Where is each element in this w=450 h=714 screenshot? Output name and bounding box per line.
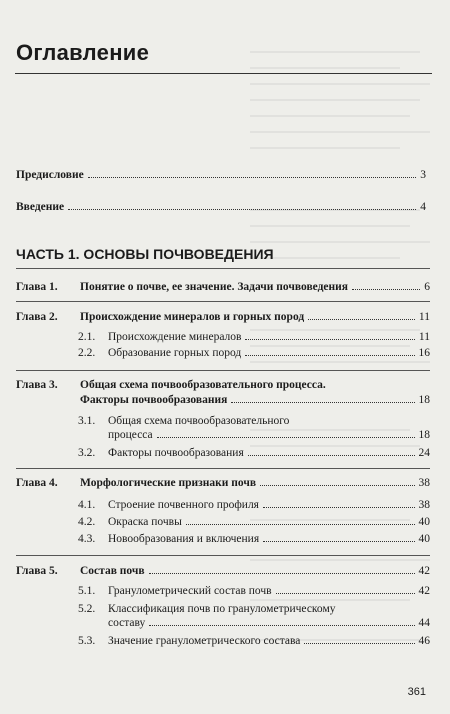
toc-page-number: 42 — [418, 585, 430, 597]
toc-entry-preface[interactable] — [16, 168, 426, 182]
divider — [16, 555, 430, 556]
divider — [16, 301, 430, 302]
dot-leader — [149, 573, 415, 574]
dot-leader — [245, 339, 414, 340]
dot-leader — [186, 524, 415, 525]
dot-leader — [157, 437, 415, 438]
section-title-line2: процесса — [108, 429, 153, 441]
section-number: 2.1. — [78, 331, 96, 343]
chapter-title: Состав почв — [80, 565, 145, 577]
page-number: 361 — [407, 686, 426, 698]
section-title: Строение почвенного профиля — [108, 499, 259, 511]
dot-leader — [276, 593, 415, 594]
divider — [16, 370, 430, 371]
toc-entry-introduction[interactable] — [16, 200, 426, 214]
toc-entry-label: Введение — [16, 201, 65, 213]
page-title: Оглавление — [16, 40, 150, 65]
toc-page-number: 3 — [420, 169, 426, 181]
section-title: Значение гранулометрического состава — [108, 635, 301, 647]
chapter-label: Глава 4. — [16, 477, 58, 489]
chapter-label: Глава 1. — [16, 281, 58, 293]
toc-page-number: 11 — [418, 311, 430, 323]
toc-page-number: 18 — [418, 394, 430, 406]
chapter-title-line2: Факторы почвообразования — [80, 394, 228, 406]
section-title: Классификация почв по гранулометрическому — [108, 603, 336, 615]
chapter-title: Происхождение минералов и горных пород — [80, 311, 305, 323]
chapter-label: Глава 5. — [16, 565, 58, 577]
dot-leader — [263, 541, 414, 542]
section-title: Образование горных пород — [108, 347, 242, 359]
toc-chapter-1[interactable] — [16, 280, 430, 296]
section-title: Гранулометрический состав почв — [108, 585, 272, 597]
toc-chapter-5[interactable] — [16, 564, 430, 580]
toc-page-number: 18 — [418, 429, 430, 441]
dot-leader — [352, 289, 420, 290]
toc-page-number: 24 — [418, 447, 430, 459]
section-number: 4.1. — [78, 499, 96, 511]
section-number: 5.1. — [78, 585, 96, 597]
toc-page-number: 16 — [418, 347, 430, 359]
toc-chapter-3[interactable] — [16, 378, 430, 410]
section-number: 4.3. — [78, 533, 96, 545]
chapter-label: Глава 3. — [16, 379, 58, 391]
section-title: Новообразования и включения — [108, 533, 260, 545]
dot-leader — [88, 177, 417, 178]
section-number: 5.2. — [78, 603, 96, 615]
chapter-title: Понятие о почве, ее значение. Задачи почвоведения — [80, 281, 348, 293]
toc-chapter-2[interactable] — [16, 310, 430, 326]
section-title: Окраска почвы — [108, 516, 182, 528]
dot-leader — [68, 209, 416, 210]
divider — [16, 268, 430, 269]
section-title-line2: составу — [108, 617, 146, 629]
toc-page-number: 4 — [420, 201, 426, 213]
dot-leader — [245, 355, 414, 356]
dot-leader — [304, 643, 414, 644]
chapter-title: Общая схема почвообразовательного процесса. — [80, 379, 326, 391]
toc-chapter-4[interactable] — [16, 476, 430, 492]
dot-leader — [231, 402, 414, 403]
section-title: Происхождение минералов — [108, 331, 242, 343]
toc-page-number: 46 — [418, 635, 430, 647]
toc-entry-label: Предисловие — [16, 169, 84, 181]
divider — [16, 468, 430, 469]
chapter-title: Морфологические признаки почв — [80, 477, 257, 489]
toc-page-number: 40 — [418, 533, 430, 545]
section-number: 4.2. — [78, 516, 96, 528]
section-number: 5.3. — [78, 635, 96, 647]
toc-page-number: 38 — [418, 499, 430, 511]
dot-leader — [149, 625, 414, 626]
toc-page-number: 11 — [418, 331, 430, 343]
dot-leader — [308, 319, 415, 320]
title-rule — [15, 73, 432, 74]
dot-leader — [263, 507, 415, 508]
toc-page-number: 6 — [424, 281, 430, 293]
section-number: 3.1. — [78, 415, 96, 427]
section-title: Общая схема почвообразовательного — [108, 415, 290, 427]
section-number: 2.2. — [78, 347, 96, 359]
part-heading: ЧАСТЬ 1. ОСНОВЫ ПОЧВОВЕДЕНИЯ — [16, 246, 274, 262]
dot-leader — [260, 485, 414, 486]
section-title: Факторы почвообразования — [108, 447, 244, 459]
toc-page-number: 38 — [418, 477, 430, 489]
section-number: 3.2. — [78, 447, 96, 459]
toc-page-number: 40 — [418, 516, 430, 528]
toc-page-number: 42 — [418, 565, 430, 577]
dot-leader — [248, 455, 415, 456]
chapter-label: Глава 2. — [16, 311, 58, 323]
toc-page-number: 44 — [418, 617, 430, 629]
